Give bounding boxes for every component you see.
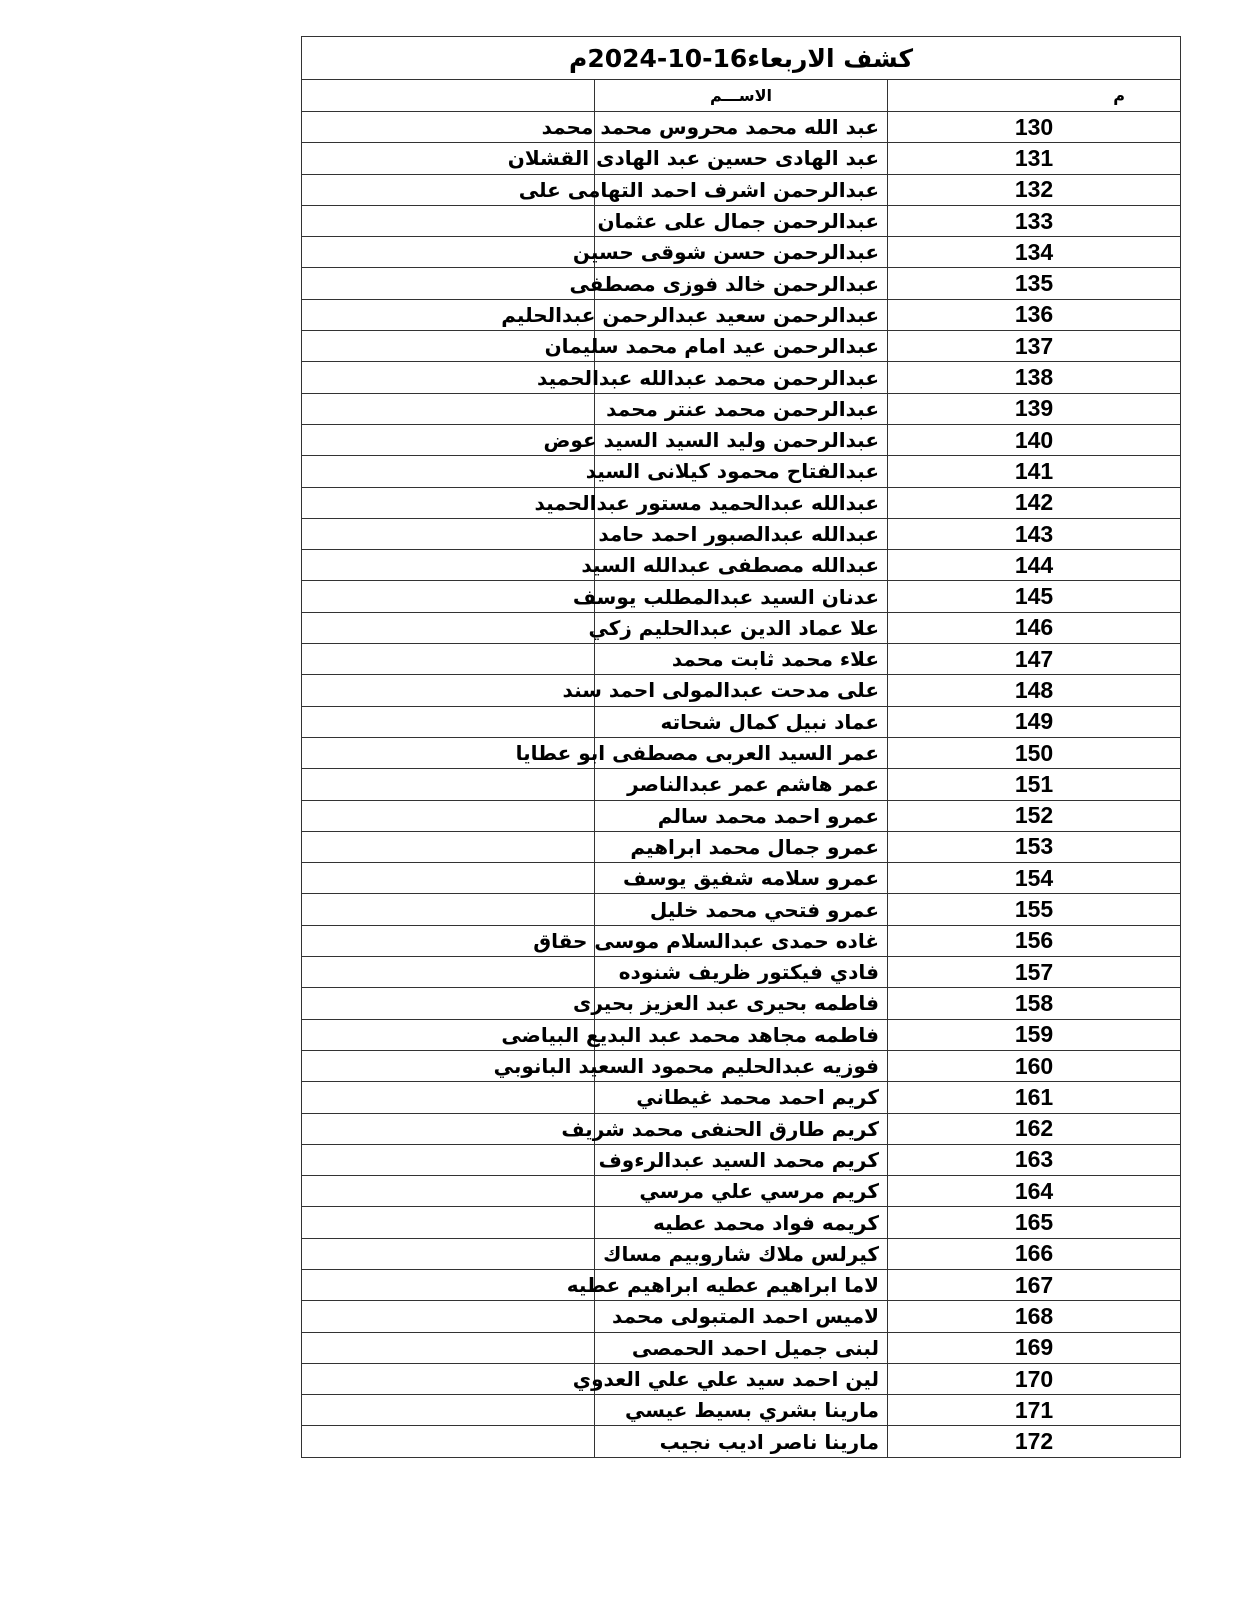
name-cell: عبدالرحمن جمال على عثمان bbox=[595, 205, 888, 236]
name-cell: عبدالرحمن حسن شوقى حسين bbox=[595, 237, 888, 268]
name-cell: عمر هاشم عمر عبدالناصر bbox=[595, 769, 888, 800]
title-row bbox=[302, 37, 1181, 80]
extra-cell bbox=[302, 706, 595, 737]
name-cell: مارينا بشري بسيط عيسي bbox=[595, 1395, 888, 1426]
table-row bbox=[302, 988, 1181, 1019]
number-cell: 157 bbox=[888, 957, 1181, 988]
number-cell: 151 bbox=[888, 769, 1181, 800]
number-cell: 152 bbox=[888, 800, 1181, 831]
table-row bbox=[302, 737, 1181, 768]
extra-cell bbox=[302, 456, 595, 487]
name-cell: عبدالله مصطفى عبدالله السيد bbox=[595, 550, 888, 581]
name-cell: فوزيه عبدالحليم محمود السعيد البانوبي bbox=[595, 1050, 888, 1081]
extra-cell bbox=[302, 581, 595, 612]
extra-cell bbox=[302, 268, 595, 299]
table-row bbox=[302, 957, 1181, 988]
table-row bbox=[302, 518, 1181, 549]
number-cell: 145 bbox=[888, 581, 1181, 612]
table-row bbox=[302, 1332, 1181, 1363]
extra-cell bbox=[302, 831, 595, 862]
number-cell: 167 bbox=[888, 1269, 1181, 1300]
table-row bbox=[302, 1050, 1181, 1081]
name-cell: كريم محمد السيد عبدالرءوف bbox=[595, 1144, 888, 1175]
table-row bbox=[302, 925, 1181, 956]
extra-cell bbox=[302, 1332, 595, 1363]
number-cell: 131 bbox=[888, 143, 1181, 174]
extra-cell bbox=[302, 988, 595, 1019]
table-row bbox=[302, 205, 1181, 236]
table-row bbox=[302, 1113, 1181, 1144]
table-row bbox=[302, 1363, 1181, 1394]
name-cell: عمرو سلامه شفيق يوسف bbox=[595, 863, 888, 894]
table-row bbox=[302, 362, 1181, 393]
number-cell: 165 bbox=[888, 1207, 1181, 1238]
attendance-sheet-table bbox=[301, 36, 1181, 1458]
number-cell: 138 bbox=[888, 362, 1181, 393]
name-cell: عبدالرحمن وليد السيد السيد عوض bbox=[595, 424, 888, 455]
table-row bbox=[302, 800, 1181, 831]
name-cell: لين احمد سيد علي علي العدوي bbox=[595, 1363, 888, 1394]
header-extra-cell bbox=[302, 80, 595, 112]
number-cell: 137 bbox=[888, 331, 1181, 362]
name-cell: عبدالله عبدالحميد مستور عبدالحميد bbox=[595, 487, 888, 518]
number-cell: 130 bbox=[888, 112, 1181, 143]
extra-cell bbox=[302, 205, 595, 236]
number-cell: 162 bbox=[888, 1113, 1181, 1144]
name-cell: عمرو فتحي محمد خليل bbox=[595, 894, 888, 925]
extra-cell bbox=[302, 1426, 595, 1457]
table-row bbox=[302, 1238, 1181, 1269]
table-row bbox=[302, 612, 1181, 643]
table-row bbox=[302, 675, 1181, 706]
extra-cell bbox=[302, 237, 595, 268]
number-cell: 140 bbox=[888, 424, 1181, 455]
table-row bbox=[302, 456, 1181, 487]
table-row bbox=[302, 550, 1181, 581]
name-cell: عبدالرحمن سعيد عبدالرحمن عبدالحليم bbox=[595, 299, 888, 330]
table-row bbox=[302, 112, 1181, 143]
extra-cell bbox=[302, 863, 595, 894]
table-row bbox=[302, 894, 1181, 925]
number-cell: 154 bbox=[888, 863, 1181, 894]
sheet-title: كشف الاربعاء16-10-2024م bbox=[302, 37, 1181, 80]
table-row bbox=[302, 299, 1181, 330]
name-cell: علاء محمد ثابت محمد bbox=[595, 644, 888, 675]
table-row bbox=[302, 393, 1181, 424]
number-cell: 156 bbox=[888, 925, 1181, 956]
name-cell: كيرلس ملاك شاروبيم مساك bbox=[595, 1238, 888, 1269]
table-row bbox=[302, 1019, 1181, 1050]
extra-cell bbox=[302, 1082, 595, 1113]
number-cell: 153 bbox=[888, 831, 1181, 862]
number-cell: 155 bbox=[888, 894, 1181, 925]
name-cell: عماد نبيل كمال شحاته bbox=[595, 706, 888, 737]
number-cell: 146 bbox=[888, 612, 1181, 643]
number-cell: 135 bbox=[888, 268, 1181, 299]
table-row bbox=[302, 831, 1181, 862]
extra-cell bbox=[302, 644, 595, 675]
table-row bbox=[302, 1426, 1181, 1457]
number-cell: 168 bbox=[888, 1301, 1181, 1332]
name-cell: عبدالرحمن محمد عنتر محمد bbox=[595, 393, 888, 424]
table-row bbox=[302, 143, 1181, 174]
name-cell: عبد الهادى حسين عبد الهادى القشلان bbox=[595, 143, 888, 174]
name-cell: كريم مرسي علي مرسي bbox=[595, 1176, 888, 1207]
extra-cell bbox=[302, 1113, 595, 1144]
extra-cell bbox=[302, 1238, 595, 1269]
number-cell: 133 bbox=[888, 205, 1181, 236]
extra-cell bbox=[302, 550, 595, 581]
extra-cell bbox=[302, 1301, 595, 1332]
name-cell: فاطمه بحيرى عبد العزيز بحيرى bbox=[595, 988, 888, 1019]
table-row bbox=[302, 769, 1181, 800]
name-cell: لاميس احمد المتبولى محمد bbox=[595, 1301, 888, 1332]
name-cell: عبدالرحمن عيد امام محمد سليمان bbox=[595, 331, 888, 362]
name-cell: عبدالرحمن اشرف احمد التهامى على bbox=[595, 174, 888, 205]
number-cell: 166 bbox=[888, 1238, 1181, 1269]
name-cell: كريم احمد محمد غيطاني bbox=[595, 1082, 888, 1113]
number-cell: 148 bbox=[888, 675, 1181, 706]
number-cell: 163 bbox=[888, 1144, 1181, 1175]
table-row bbox=[302, 581, 1181, 612]
extra-cell bbox=[302, 769, 595, 800]
table-row bbox=[302, 1395, 1181, 1426]
number-cell: 132 bbox=[888, 174, 1181, 205]
table-row bbox=[302, 1301, 1181, 1332]
table-row bbox=[302, 424, 1181, 455]
number-cell: 136 bbox=[888, 299, 1181, 330]
number-cell: 141 bbox=[888, 456, 1181, 487]
table-row bbox=[302, 237, 1181, 268]
number-cell: 172 bbox=[888, 1426, 1181, 1457]
name-cell: عبدالرحمن محمد عبدالله عبدالحميد bbox=[595, 362, 888, 393]
extra-cell bbox=[302, 957, 595, 988]
table-row bbox=[302, 1207, 1181, 1238]
name-cell: علا عماد الدين عبدالحليم زكي bbox=[595, 612, 888, 643]
table-row bbox=[302, 268, 1181, 299]
number-cell: 158 bbox=[888, 988, 1181, 1019]
name-cell: عمر السيد العربى مصطفى ابو عطايا bbox=[595, 737, 888, 768]
number-cell: 164 bbox=[888, 1176, 1181, 1207]
name-cell: كريم طارق الحنفى محمد شريف bbox=[595, 1113, 888, 1144]
number-cell: 143 bbox=[888, 518, 1181, 549]
extra-cell bbox=[302, 612, 595, 643]
extra-cell bbox=[302, 1176, 595, 1207]
header-name: الاســـم bbox=[595, 80, 888, 112]
number-cell: 144 bbox=[888, 550, 1181, 581]
number-cell: 147 bbox=[888, 644, 1181, 675]
name-cell: عبدالرحمن خالد فوزى مصطفى bbox=[595, 268, 888, 299]
name-cell: عبدالفتاح محمود كيلانى السيد bbox=[595, 456, 888, 487]
extra-cell bbox=[302, 1144, 595, 1175]
name-cell: مارينا ناصر اديب نجيب bbox=[595, 1426, 888, 1457]
number-cell: 160 bbox=[888, 1050, 1181, 1081]
name-cell: عبدالله عبدالصبور احمد حامد bbox=[595, 518, 888, 549]
extra-cell bbox=[302, 800, 595, 831]
extra-cell bbox=[302, 518, 595, 549]
table-row bbox=[302, 706, 1181, 737]
extra-cell bbox=[302, 894, 595, 925]
number-cell: 134 bbox=[888, 237, 1181, 268]
number-cell: 142 bbox=[888, 487, 1181, 518]
extra-cell bbox=[302, 1207, 595, 1238]
header-row bbox=[302, 80, 1181, 112]
table-row bbox=[302, 1144, 1181, 1175]
table-row bbox=[302, 487, 1181, 518]
number-cell: 171 bbox=[888, 1395, 1181, 1426]
table-row bbox=[302, 863, 1181, 894]
extra-cell bbox=[302, 393, 595, 424]
number-cell: 159 bbox=[888, 1019, 1181, 1050]
name-cell: لبنى جميل احمد الحمصى bbox=[595, 1332, 888, 1363]
name-cell: عمرو احمد محمد سالم bbox=[595, 800, 888, 831]
sheet-body bbox=[302, 37, 1181, 1458]
name-cell: عمرو جمال محمد ابراهيم bbox=[595, 831, 888, 862]
name-cell: كريمه فواد محمد عطيه bbox=[595, 1207, 888, 1238]
number-cell: 150 bbox=[888, 737, 1181, 768]
number-cell: 161 bbox=[888, 1082, 1181, 1113]
name-cell: فاطمه مجاهد محمد عبد البديع البياضى bbox=[595, 1019, 888, 1050]
number-cell: 149 bbox=[888, 706, 1181, 737]
name-cell: لاما ابراهيم عطيه ابراهيم عطيه bbox=[595, 1269, 888, 1300]
number-cell: 170 bbox=[888, 1363, 1181, 1394]
number-cell: 139 bbox=[888, 393, 1181, 424]
name-cell: فادي فيكتور ظريف شنوده bbox=[595, 957, 888, 988]
table-row bbox=[302, 331, 1181, 362]
extra-cell bbox=[302, 1363, 595, 1394]
extra-cell bbox=[302, 1269, 595, 1300]
extra-cell bbox=[302, 675, 595, 706]
name-cell: غاده حمدى عبدالسلام موسى حقاق bbox=[595, 925, 888, 956]
table-row bbox=[302, 644, 1181, 675]
name-cell: عبد الله محمد محروس محمد محمد bbox=[595, 112, 888, 143]
table-row bbox=[302, 1082, 1181, 1113]
table-row bbox=[302, 174, 1181, 205]
header-number: م bbox=[888, 80, 1181, 112]
extra-cell bbox=[302, 1395, 595, 1426]
table-row bbox=[302, 1269, 1181, 1300]
name-cell: عدنان السيد عبدالمطلب يوسف bbox=[595, 581, 888, 612]
name-cell: على مدحت عبدالمولى احمد سند bbox=[595, 675, 888, 706]
table-row bbox=[302, 1176, 1181, 1207]
number-cell: 169 bbox=[888, 1332, 1181, 1363]
